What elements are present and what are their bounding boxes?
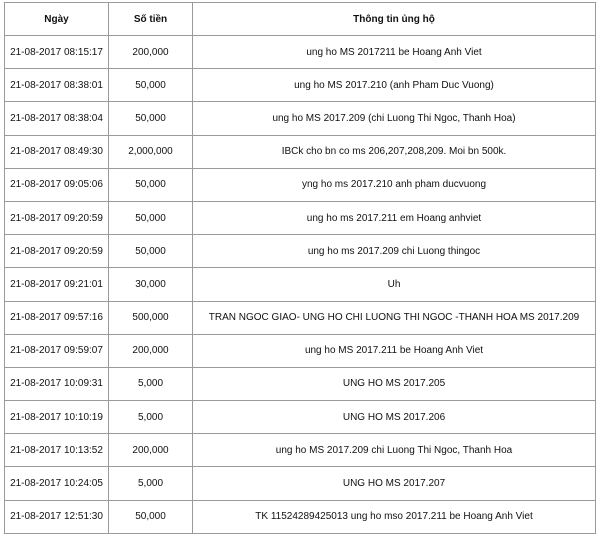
cell-info: UNG HO MS 2017.206 — [193, 401, 596, 434]
table-row — [5, 301, 596, 334]
cell-info: ung ho ms 2017.209 chi Luong thingoc — [193, 235, 596, 268]
cell-amount: 500,000 — [109, 301, 193, 334]
table-row — [5, 69, 596, 102]
table-header — [5, 3, 596, 36]
cell-info: IBCk cho bn co ms 206,207,208,209. Moi bn 500k. — [193, 135, 596, 168]
cell-amount: 5,000 — [109, 367, 193, 400]
table-row — [5, 135, 596, 168]
column-header-amount: Số tiền — [109, 3, 193, 36]
table-row — [5, 434, 596, 467]
cell-date: 21-08-2017 10:09:31 — [5, 367, 109, 400]
cell-date: 21-08-2017 09:57:16 — [5, 301, 109, 334]
cell-info: ung ho ms 2017.211 em Hoang anhviet — [193, 201, 596, 234]
cell-date: 21-08-2017 08:38:01 — [5, 69, 109, 102]
table-row — [5, 401, 596, 434]
cell-amount: 50,000 — [109, 201, 193, 234]
table-row — [5, 36, 596, 69]
cell-date: 21-08-2017 09:20:59 — [5, 235, 109, 268]
cell-info: Uh — [193, 268, 596, 301]
cell-amount: 50,000 — [109, 168, 193, 201]
cell-info: ung ho MS 2017.210 (anh Pham Duc Vuong) — [193, 69, 596, 102]
cell-amount: 200,000 — [109, 36, 193, 69]
cell-date: 21-08-2017 12:51:30 — [5, 500, 109, 533]
column-header-date: Ngày — [5, 3, 109, 36]
table-row — [5, 235, 596, 268]
table-row — [5, 168, 596, 201]
cell-amount: 50,000 — [109, 102, 193, 135]
cell-amount: 30,000 — [109, 268, 193, 301]
cell-amount: 200,000 — [109, 334, 193, 367]
cell-amount: 2,000,000 — [109, 135, 193, 168]
cell-info: TK 11524289425013 ung ho mso 2017.211 be Hoang Anh Viet — [193, 500, 596, 533]
table-row — [5, 268, 596, 301]
column-header-info: Thông tin ủng hộ — [193, 3, 596, 36]
cell-amount: 50,000 — [109, 500, 193, 533]
cell-date: 21-08-2017 08:15:17 — [5, 36, 109, 69]
table-row — [5, 467, 596, 500]
table-row — [5, 500, 596, 533]
cell-info: ung ho MS 2017.211 be Hoang Anh Viet — [193, 334, 596, 367]
table-row — [5, 102, 596, 135]
donation-table — [4, 2, 596, 534]
cell-date: 21-08-2017 08:49:30 — [5, 135, 109, 168]
header-row — [5, 3, 596, 36]
cell-date: 21-08-2017 08:38:04 — [5, 102, 109, 135]
cell-amount: 50,000 — [109, 69, 193, 102]
cell-date: 21-08-2017 09:20:59 — [5, 201, 109, 234]
cell-date: 21-08-2017 09:59:07 — [5, 334, 109, 367]
cell-amount: 200,000 — [109, 434, 193, 467]
cell-amount: 50,000 — [109, 235, 193, 268]
cell-info: TRAN NGOC GIAO- UNG HO CHI LUONG THI NGOC -THANH HOA MS 2017.209 — [193, 301, 596, 334]
cell-info: ung ho MS 2017.209 chi Luong Thi Ngoc, Thanh Hoa — [193, 434, 596, 467]
cell-date: 21-08-2017 10:13:52 — [5, 434, 109, 467]
cell-amount: 5,000 — [109, 467, 193, 500]
cell-info: UNG HO MS 2017.205 — [193, 367, 596, 400]
table-row — [5, 334, 596, 367]
cell-info: yng ho ms 2017.210 anh pham ducvuong — [193, 168, 596, 201]
table-row — [5, 367, 596, 400]
cell-info: ung ho MS 2017.209 (chi Luong Thi Ngoc, Thanh Hoa) — [193, 102, 596, 135]
cell-info: ung ho MS 2017211 be Hoang Anh Viet — [193, 36, 596, 69]
cell-amount: 5,000 — [109, 401, 193, 434]
table-row — [5, 201, 596, 234]
cell-date: 21-08-2017 10:10:19 — [5, 401, 109, 434]
cell-date: 21-08-2017 09:21:01 — [5, 268, 109, 301]
cell-info: UNG HO MS 2017.207 — [193, 467, 596, 500]
cell-date: 21-08-2017 10:24:05 — [5, 467, 109, 500]
table-body — [5, 36, 596, 534]
cell-date: 21-08-2017 09:05:06 — [5, 168, 109, 201]
